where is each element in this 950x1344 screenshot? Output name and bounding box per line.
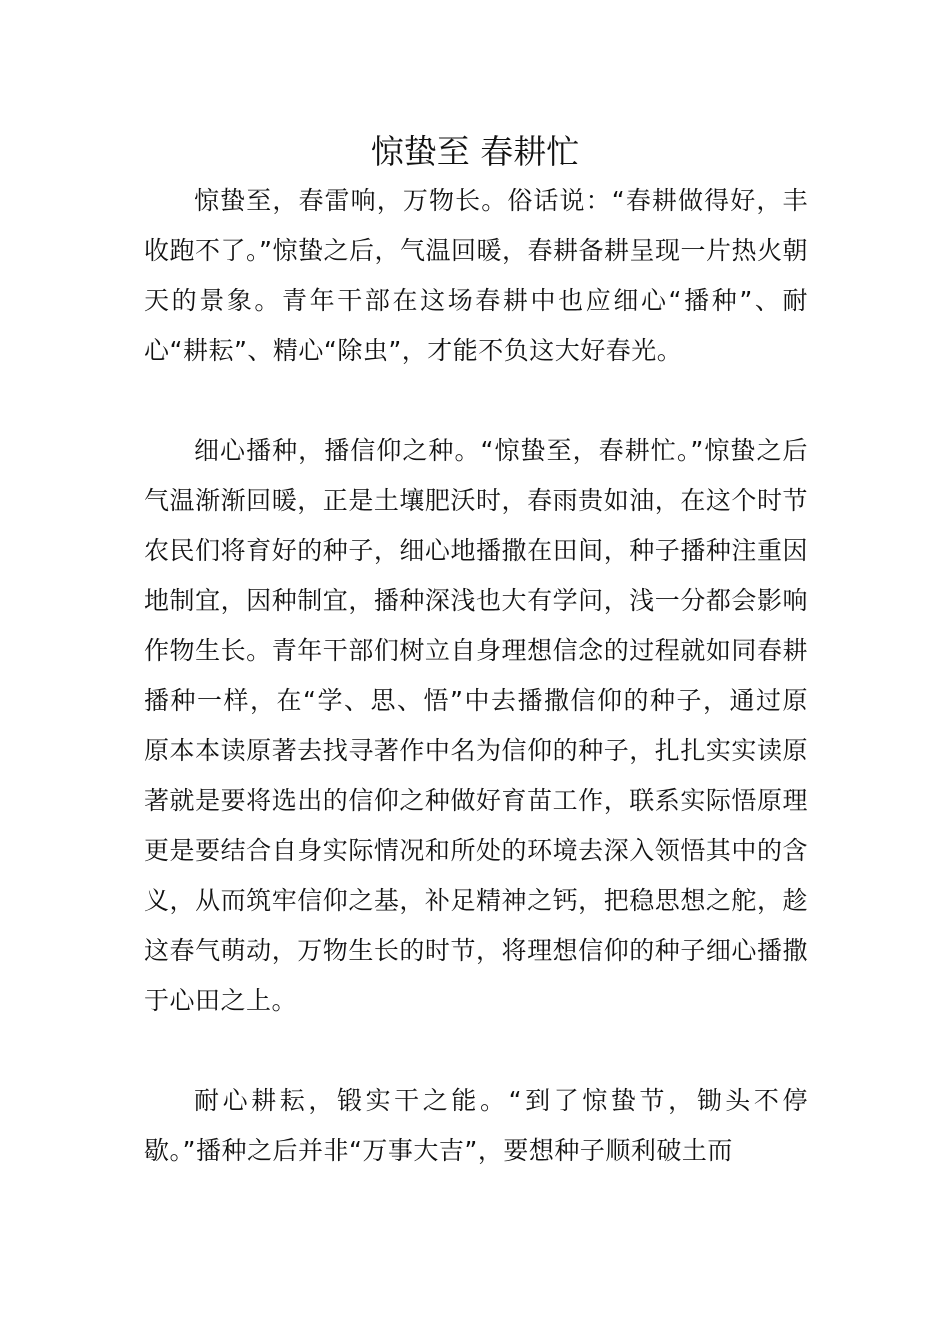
paragraph-spacer [144, 1026, 808, 1076]
paragraph-intro: 惊蛰至，春雷响，万物长。俗话说：“春耕做得好，丰收跑不了。”惊蛰之后，气温回暖，春耕备耕呈现一片热火朝天的景象。青年干部在这场春耕中也应细心“播种”、耐心“耕耘”、精心“除虫”，才能不负这大好春光。 [144, 186, 808, 365]
document-title: 惊蛰至 春耕忙 [370, 132, 580, 171]
document-body [144, 176, 808, 1176]
paragraph-cultivating: 耐心耕耘，锻实干之能。“到了惊蛰节，锄头不停歇。”播种之后并非“万事大吉”，要想种子顺利破土而 [144, 1086, 808, 1165]
paragraph-spacer [144, 376, 808, 426]
paragraph-sowing: 细心播种，播信仰之种。“惊蛰至，春耕忙。”惊蛰之后气温渐渐回暖，正是土壤肥沃时，春雨贵如油，在这个时节农民们将育好的种子，细心地播撒在田间，种子播种注重因地制宜，因种制宜，播种深浅也大有学问，浅一分都会影响作物生长。青年干部们树立自身理想信念的过程就如同春耕播种一样，在“学、思、悟”中去播撒信仰的种子，通过原原本本读原著去找寻著作中名为信仰的种子，扎扎实实读原著就是要将选出的信仰之种做好育苗工作，联系实际悟原理更是要结合自身实际情况和所处的环境去深入领悟其中的含义，从而筑牢信仰之基，补足精神之钙，把稳思想之舵，趁这春气萌动，万物生长的时节，将理想信仰的种子细心播撒于心田之上。 [144, 436, 808, 1015]
